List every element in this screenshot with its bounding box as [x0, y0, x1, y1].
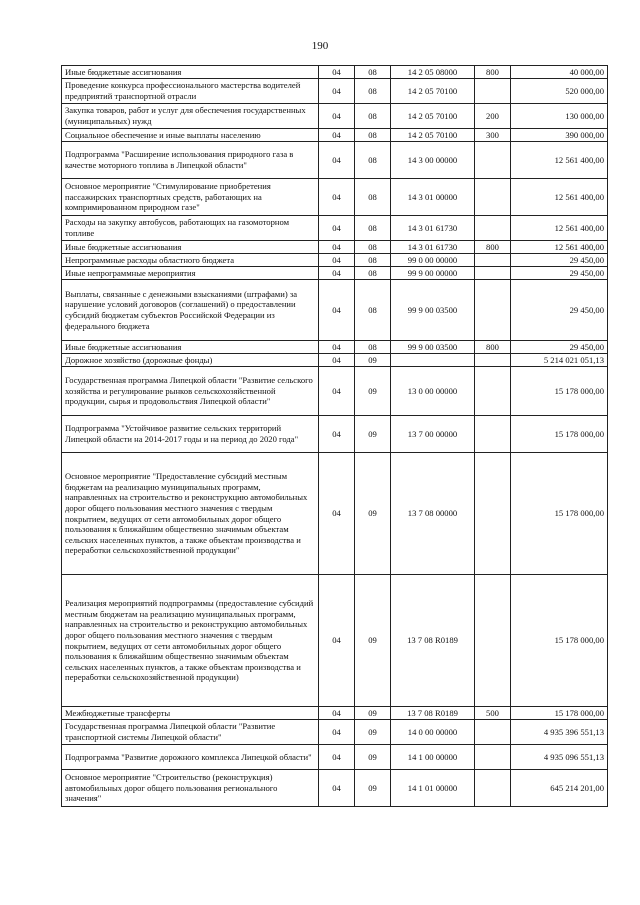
- row-subsection-code: 08: [355, 104, 391, 129]
- table-row: [62, 341, 608, 354]
- row-section-code: 04: [319, 354, 355, 367]
- row-section-code: 04: [319, 341, 355, 354]
- row-expense-type-code: [475, 267, 511, 280]
- row-subsection-code: 08: [355, 267, 391, 280]
- row-target-article-code: 14 2 05 08000: [391, 66, 475, 79]
- row-name: Основное мероприятие "Стимулирование приобретения пассажирских транспортных средств, работающих на компримированном природном газе": [62, 179, 319, 216]
- row-target-article-code: 99 0 00 00000: [391, 254, 475, 267]
- row-name: Выплаты, связанные с денежными взысканиями (штрафами) за нарушение условий договоров (соглашений) о предоставлении субсидий бюджетам субъектов Российской Федерации из федерального бюджета: [62, 280, 319, 341]
- row-target-article-code: 14 0 00 00000: [391, 720, 475, 745]
- table-row: [62, 79, 608, 104]
- row-expense-type-code: 200: [475, 104, 511, 129]
- row-section-code: 04: [319, 453, 355, 575]
- row-target-article-code: [391, 354, 475, 367]
- row-subsection-code: 09: [355, 367, 391, 416]
- row-amount: 390 000,00: [511, 129, 608, 142]
- row-subsection-code: 08: [355, 280, 391, 341]
- row-expense-type-code: [475, 179, 511, 216]
- row-amount: 12 561 400,00: [511, 142, 608, 179]
- row-expense-type-code: [475, 142, 511, 179]
- row-section-code: 04: [319, 707, 355, 720]
- row-expense-type-code: [475, 416, 511, 453]
- table-row: [62, 129, 608, 142]
- row-target-article-code: 14 3 01 00000: [391, 179, 475, 216]
- row-target-article-code: 14 3 01 61730: [391, 241, 475, 254]
- budget-table-body: [62, 66, 608, 807]
- table-row: [62, 745, 608, 770]
- row-name: Иные бюджетные ассигнования: [62, 341, 319, 354]
- row-target-article-code: 99 9 00 03500: [391, 280, 475, 341]
- table-row: [62, 770, 608, 807]
- row-subsection-code: 08: [355, 216, 391, 241]
- row-name: Иные бюджетные ассигнования: [62, 241, 319, 254]
- row-expense-type-code: [475, 770, 511, 807]
- budget-table: [61, 65, 608, 807]
- row-amount: 130 000,00: [511, 104, 608, 129]
- row-section-code: 04: [319, 575, 355, 707]
- row-target-article-code: 14 3 00 00000: [391, 142, 475, 179]
- row-expense-type-code: [475, 367, 511, 416]
- row-section-code: 04: [319, 416, 355, 453]
- row-target-article-code: 14 1 01 00000: [391, 770, 475, 807]
- table-row: [62, 416, 608, 453]
- row-amount: 29 450,00: [511, 341, 608, 354]
- table-row: [62, 179, 608, 216]
- row-section-code: 04: [319, 720, 355, 745]
- table-row: [62, 216, 608, 241]
- row-amount: 12 561 400,00: [511, 241, 608, 254]
- row-target-article-code: 13 7 08 R0189: [391, 707, 475, 720]
- row-subsection-code: 08: [355, 79, 391, 104]
- row-expense-type-code: [475, 720, 511, 745]
- row-subsection-code: 08: [355, 341, 391, 354]
- row-section-code: 04: [319, 745, 355, 770]
- row-name: Основное мероприятие "Предоставление субсидий местным бюджетам на реализацию муниципальных программ, направленных на строительство и реконструкцию автомобильных дорог общего пользования местного значения с твердым покрытием, ведущих от сети автомобильных дорог общего пользования к ближайшим общественно значимым объектам сельских населенных пунктов, а также объектам производства и переработки сельскохозяйственной продукции": [62, 453, 319, 575]
- row-name: Подпрограмма "Расширение использования природного газа в качестве моторного топлива в Липецкой области": [62, 142, 319, 179]
- row-expense-type-code: [475, 79, 511, 104]
- row-target-article-code: 13 7 08 R0189: [391, 575, 475, 707]
- table-row: [62, 254, 608, 267]
- row-target-article-code: 99 9 00 00000: [391, 267, 475, 280]
- row-name: Дорожное хозяйство (дорожные фонды): [62, 354, 319, 367]
- row-name: Государственная программа Липецкой области "Развитие сельского хозяйства и регулирование рынков сельскохозяйственной продукции, сырья и продовольствия Липецкой области": [62, 367, 319, 416]
- table-row: [62, 280, 608, 341]
- row-section-code: 04: [319, 254, 355, 267]
- row-amount: 40 000,00: [511, 66, 608, 79]
- table-row: [62, 354, 608, 367]
- table-row: [62, 720, 608, 745]
- row-expense-type-code: 800: [475, 241, 511, 254]
- row-name: Иные бюджетные ассигнования: [62, 66, 319, 79]
- row-section-code: 04: [319, 179, 355, 216]
- row-subsection-code: 08: [355, 179, 391, 216]
- row-name: Социальное обеспечение и иные выплаты населению: [62, 129, 319, 142]
- table-row: [62, 707, 608, 720]
- row-subsection-code: 08: [355, 241, 391, 254]
- page-number: 190: [311, 40, 329, 52]
- row-amount: 29 450,00: [511, 254, 608, 267]
- row-name: Расходы на закупку автобусов, работающих на газомоторном топливе: [62, 216, 319, 241]
- row-subsection-code: 09: [355, 720, 391, 745]
- row-expense-type-code: 800: [475, 66, 511, 79]
- row-subsection-code: 09: [355, 354, 391, 367]
- row-name: Закупка товаров, работ и услуг для обеспечения государственных (муниципальных) нужд: [62, 104, 319, 129]
- row-amount: 29 450,00: [511, 267, 608, 280]
- row-amount: 15 178 000,00: [511, 575, 608, 707]
- row-name: Межбюджетные трансферты: [62, 707, 319, 720]
- row-target-article-code: 14 2 05 70100: [391, 79, 475, 104]
- row-amount: 15 178 000,00: [511, 453, 608, 575]
- row-name: Подпрограмма "Развитие дорожного комплекса Липецкой области": [62, 745, 319, 770]
- row-section-code: 04: [319, 79, 355, 104]
- row-name: Непрограммные расходы областного бюджета: [62, 254, 319, 267]
- row-name: Основное мероприятие "Строительство (реконструкция) автомобильных дорог общего пользования регионального значения": [62, 770, 319, 807]
- row-section-code: 04: [319, 770, 355, 807]
- row-name: Иные непрограммные мероприятия: [62, 267, 319, 280]
- row-expense-type-code: [475, 280, 511, 341]
- row-target-article-code: 14 2 05 70100: [391, 104, 475, 129]
- row-amount: 15 178 000,00: [511, 367, 608, 416]
- table-row: [62, 453, 608, 575]
- row-amount: 5 214 021 051,13: [511, 354, 608, 367]
- row-amount: 15 178 000,00: [511, 707, 608, 720]
- row-expense-type-code: [475, 745, 511, 770]
- row-expense-type-code: [475, 575, 511, 707]
- row-expense-type-code: [475, 254, 511, 267]
- row-section-code: 04: [319, 104, 355, 129]
- row-expense-type-code: 300: [475, 129, 511, 142]
- row-subsection-code: 08: [355, 142, 391, 179]
- table-row: [62, 241, 608, 254]
- row-section-code: 04: [319, 241, 355, 254]
- row-amount: 29 450,00: [511, 280, 608, 341]
- row-section-code: 04: [319, 267, 355, 280]
- table-row: [62, 66, 608, 79]
- row-name: Проведение конкурса профессионального мастерства водителей предприятий транспортной отрасли: [62, 79, 319, 104]
- row-subsection-code: 09: [355, 416, 391, 453]
- table-row: [62, 267, 608, 280]
- row-target-article-code: 14 2 05 70100: [391, 129, 475, 142]
- table-row: [62, 367, 608, 416]
- row-target-article-code: 14 3 01 61730: [391, 216, 475, 241]
- row-section-code: 04: [319, 216, 355, 241]
- row-target-article-code: 14 1 00 00000: [391, 745, 475, 770]
- row-subsection-code: 09: [355, 707, 391, 720]
- row-subsection-code: 09: [355, 453, 391, 575]
- row-amount: 645 214 201,00: [511, 770, 608, 807]
- row-section-code: 04: [319, 66, 355, 79]
- row-name: Государственная программа Липецкой области "Развитие транспортной системы Липецкой области": [62, 720, 319, 745]
- table-row: [62, 575, 608, 707]
- row-expense-type-code: [475, 453, 511, 575]
- row-name: Подпрограмма "Устойчивое развитие сельских территорий Липецкой области на 2014-2017 годы и на период до 2020 года": [62, 416, 319, 453]
- row-subsection-code: 09: [355, 575, 391, 707]
- row-expense-type-code: 500: [475, 707, 511, 720]
- row-amount: 12 561 400,00: [511, 216, 608, 241]
- row-target-article-code: 13 7 00 00000: [391, 416, 475, 453]
- row-target-article-code: 13 7 08 00000: [391, 453, 475, 575]
- row-section-code: 04: [319, 142, 355, 179]
- row-subsection-code: 09: [355, 745, 391, 770]
- row-target-article-code: 13 0 00 00000: [391, 367, 475, 416]
- row-amount: 4 935 396 551,13: [511, 720, 608, 745]
- row-amount: 520 000,00: [511, 79, 608, 104]
- row-subsection-code: 08: [355, 66, 391, 79]
- row-amount: 4 935 096 551,13: [511, 745, 608, 770]
- row-expense-type-code: [475, 354, 511, 367]
- row-expense-type-code: [475, 216, 511, 241]
- row-amount: 12 561 400,00: [511, 179, 608, 216]
- row-section-code: 04: [319, 280, 355, 341]
- row-section-code: 04: [319, 367, 355, 416]
- row-subsection-code: 08: [355, 254, 391, 267]
- row-name: Реализация мероприятий подпрограммы (предоставление субсидий местным бюджетам на реализацию муниципальных программ, направленных на строительство и реконструкцию автомобильных дорог общего пользования местного значения с твердым покрытием, ведущих от сети автомобильных дорог общего пользования к ближайшим общественно значимым объектам сельских населенных пунктов, а также объектам производства и переработки сельскохозяйственной продукции): [62, 575, 319, 707]
- row-section-code: 04: [319, 129, 355, 142]
- table-row: [62, 104, 608, 129]
- row-subsection-code: 08: [355, 129, 391, 142]
- row-expense-type-code: 800: [475, 341, 511, 354]
- row-subsection-code: 09: [355, 770, 391, 807]
- table-row: [62, 142, 608, 179]
- row-amount: 15 178 000,00: [511, 416, 608, 453]
- row-target-article-code: 99 9 00 03500: [391, 341, 475, 354]
